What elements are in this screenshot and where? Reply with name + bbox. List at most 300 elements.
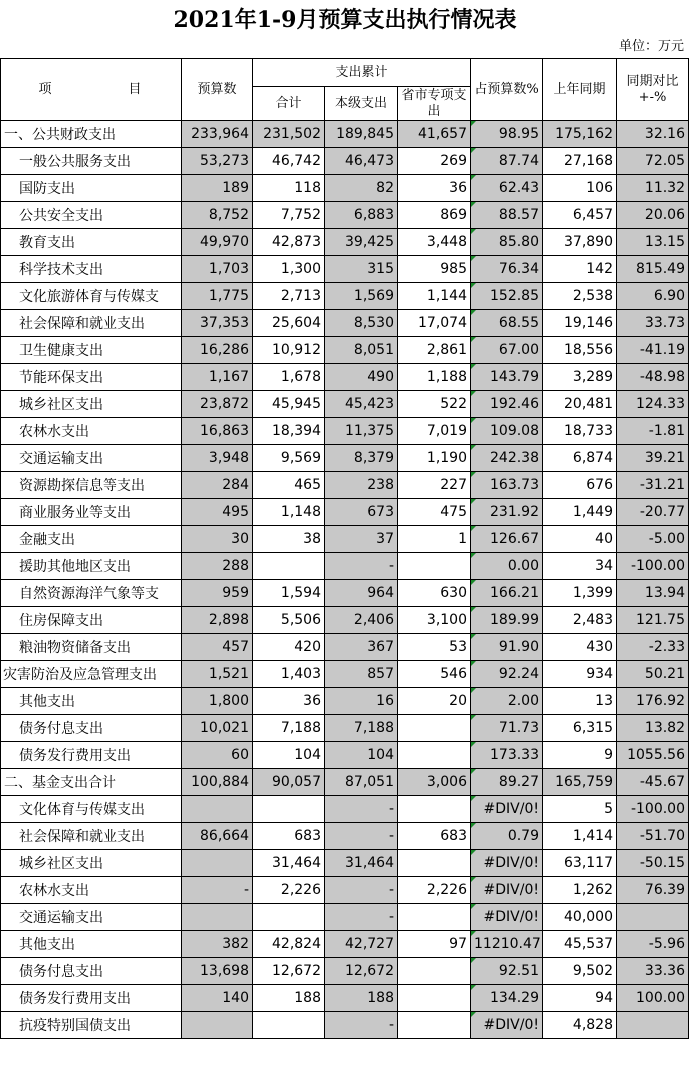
table-row bbox=[1, 607, 689, 634]
cell-budget: 2,898 bbox=[182, 607, 253, 634]
cell-total: 1,300 bbox=[253, 256, 325, 283]
table-row bbox=[1, 337, 689, 364]
cell-special bbox=[398, 553, 471, 580]
row-name: 住房保障支出 bbox=[1, 607, 182, 634]
cell-total: 1,148 bbox=[253, 499, 325, 526]
cell-budget: 16,286 bbox=[182, 337, 253, 364]
cell-local: 104 bbox=[325, 742, 398, 769]
cell-budget: 1,800 bbox=[182, 688, 253, 715]
cell-last: 45,537 bbox=[543, 931, 617, 958]
header-item: 项 目 bbox=[1, 59, 182, 121]
cell-local: 7,188 bbox=[325, 715, 398, 742]
cell-local: - bbox=[325, 904, 398, 931]
table-row bbox=[1, 634, 689, 661]
cell-yoy: 20.06 bbox=[617, 202, 689, 229]
cell-budget: 1,521 bbox=[182, 661, 253, 688]
cell-budget: 86,664 bbox=[182, 823, 253, 850]
cell-special: 3,006 bbox=[398, 769, 471, 796]
cell-yoy: 815.49 bbox=[617, 256, 689, 283]
cell-last: 4,828 bbox=[543, 1012, 617, 1039]
table-row bbox=[1, 202, 689, 229]
cell-special: 1,190 bbox=[398, 445, 471, 472]
table-row bbox=[1, 283, 689, 310]
cell-total: 12,672 bbox=[253, 958, 325, 985]
row-name: 援助其他地区支出 bbox=[1, 553, 182, 580]
cell-budget: 495 bbox=[182, 499, 253, 526]
cell-budget: 959 bbox=[182, 580, 253, 607]
table-row bbox=[1, 445, 689, 472]
cell-yoy: 176.92 bbox=[617, 688, 689, 715]
cell-total: 2,713 bbox=[253, 283, 325, 310]
table-row bbox=[1, 256, 689, 283]
cell-pct: 192.46 bbox=[471, 391, 543, 418]
cell-pct: 173.33 bbox=[471, 742, 543, 769]
cell-last: 9 bbox=[543, 742, 617, 769]
cell-local: 16 bbox=[325, 688, 398, 715]
cell-local: - bbox=[325, 1012, 398, 1039]
cell-last: 27,168 bbox=[543, 148, 617, 175]
cell-last: 37,890 bbox=[543, 229, 617, 256]
cell-total: 90,057 bbox=[253, 769, 325, 796]
cell-budget bbox=[182, 796, 253, 823]
row-name: 商业服务业等支出 bbox=[1, 499, 182, 526]
cell-pct: 126.67 bbox=[471, 526, 543, 553]
cell-local: - bbox=[325, 553, 398, 580]
cell-special: 2,226 bbox=[398, 877, 471, 904]
row-name: 科学技术支出 bbox=[1, 256, 182, 283]
cell-total: 188 bbox=[253, 985, 325, 1012]
cell-yoy: -5.96 bbox=[617, 931, 689, 958]
cell-special: 1 bbox=[398, 526, 471, 553]
row-name: 交通运输支出 bbox=[1, 904, 182, 931]
table-row bbox=[1, 715, 689, 742]
cell-local: 490 bbox=[325, 364, 398, 391]
cell-yoy: -20.77 bbox=[617, 499, 689, 526]
table-row bbox=[1, 418, 689, 445]
cell-special bbox=[398, 796, 471, 823]
cell-yoy: 1055.56 bbox=[617, 742, 689, 769]
cell-budget: 140 bbox=[182, 985, 253, 1012]
cell-special: 3,100 bbox=[398, 607, 471, 634]
cell-special: 869 bbox=[398, 202, 471, 229]
cell-last: 6,315 bbox=[543, 715, 617, 742]
row-name: 资源勘探信息等支出 bbox=[1, 472, 182, 499]
cell-budget: 1,167 bbox=[182, 364, 253, 391]
cell-total: 5,506 bbox=[253, 607, 325, 634]
row-name: 城乡社区支出 bbox=[1, 391, 182, 418]
table-row bbox=[1, 796, 689, 823]
cell-local: 857 bbox=[325, 661, 398, 688]
cell-special bbox=[398, 742, 471, 769]
cell-special: 522 bbox=[398, 391, 471, 418]
cell-last: 175,162 bbox=[543, 121, 617, 148]
cell-yoy: -50.15 bbox=[617, 850, 689, 877]
cell-pct: 62.43 bbox=[471, 175, 543, 202]
cell-special: 97 bbox=[398, 931, 471, 958]
cell-pct: 242.38 bbox=[471, 445, 543, 472]
cell-total bbox=[253, 904, 325, 931]
cell-total: 1,678 bbox=[253, 364, 325, 391]
row-name: 农林水支出 bbox=[1, 877, 182, 904]
cell-yoy: 13.15 bbox=[617, 229, 689, 256]
cell-yoy: 39.21 bbox=[617, 445, 689, 472]
cell-last: 165,759 bbox=[543, 769, 617, 796]
cell-last: 3,289 bbox=[543, 364, 617, 391]
table-row bbox=[1, 688, 689, 715]
cell-special: 41,657 bbox=[398, 121, 471, 148]
budget-table bbox=[0, 58, 689, 1039]
cell-yoy: -45.67 bbox=[617, 769, 689, 796]
table-row bbox=[1, 148, 689, 175]
cell-budget: 100,884 bbox=[182, 769, 253, 796]
cell-total: 231,502 bbox=[253, 121, 325, 148]
table-row bbox=[1, 121, 689, 148]
table-row bbox=[1, 931, 689, 958]
row-name: 灾害防治及应急管理支出 bbox=[1, 661, 182, 688]
cell-yoy: 32.16 bbox=[617, 121, 689, 148]
cell-budget: 49,970 bbox=[182, 229, 253, 256]
cell-pct: 231.92 bbox=[471, 499, 543, 526]
header-total: 合计 bbox=[253, 87, 325, 121]
row-name: 其他支出 bbox=[1, 931, 182, 958]
table-row bbox=[1, 904, 689, 931]
cell-yoy: -100.00 bbox=[617, 796, 689, 823]
table-row bbox=[1, 175, 689, 202]
cell-yoy: 100.00 bbox=[617, 985, 689, 1012]
cell-yoy: -48.98 bbox=[617, 364, 689, 391]
cell-local: 39,425 bbox=[325, 229, 398, 256]
table-row bbox=[1, 553, 689, 580]
cell-special bbox=[398, 1012, 471, 1039]
cell-total: 7,752 bbox=[253, 202, 325, 229]
cell-pct: 11210.47 bbox=[471, 931, 543, 958]
table-row bbox=[1, 877, 689, 904]
cell-special: 1,144 bbox=[398, 283, 471, 310]
table-row bbox=[1, 742, 689, 769]
cell-pct: 0.00 bbox=[471, 553, 543, 580]
cell-last: 1,449 bbox=[543, 499, 617, 526]
cell-pct: 166.21 bbox=[471, 580, 543, 607]
cell-total: 420 bbox=[253, 634, 325, 661]
header-budget: 预算数 bbox=[182, 59, 253, 121]
row-name: 卫生健康支出 bbox=[1, 337, 182, 364]
cell-last: 34 bbox=[543, 553, 617, 580]
cell-budget: 60 bbox=[182, 742, 253, 769]
cell-special: 2,861 bbox=[398, 337, 471, 364]
cell-special bbox=[398, 904, 471, 931]
cell-yoy: 50.21 bbox=[617, 661, 689, 688]
row-name: 自然资源海洋气象等支 bbox=[1, 580, 182, 607]
cell-special bbox=[398, 715, 471, 742]
cell-local: 188 bbox=[325, 985, 398, 1012]
cell-pct: 92.51 bbox=[471, 958, 543, 985]
header-special: 省市专项支出 bbox=[398, 87, 471, 121]
cell-local: 8,379 bbox=[325, 445, 398, 472]
row-name: 公共安全支出 bbox=[1, 202, 182, 229]
row-name: 金融支出 bbox=[1, 526, 182, 553]
row-name: 一般公共服务支出 bbox=[1, 148, 182, 175]
cell-total: 465 bbox=[253, 472, 325, 499]
cell-special: 3,448 bbox=[398, 229, 471, 256]
cell-special: 36 bbox=[398, 175, 471, 202]
row-name: 文化体育与传媒支出 bbox=[1, 796, 182, 823]
cell-pct: 143.79 bbox=[471, 364, 543, 391]
cell-total: 1,403 bbox=[253, 661, 325, 688]
cell-last: 1,262 bbox=[543, 877, 617, 904]
cell-yoy: -1.81 bbox=[617, 418, 689, 445]
cell-pct: 0.79 bbox=[471, 823, 543, 850]
cell-total: 42,873 bbox=[253, 229, 325, 256]
cell-pct: #DIV/0! bbox=[471, 850, 543, 877]
cell-last: 20,481 bbox=[543, 391, 617, 418]
cell-yoy: 72.05 bbox=[617, 148, 689, 175]
page-title: 2021年1-9月预算支出执行情况表 bbox=[173, 7, 517, 33]
cell-local: 673 bbox=[325, 499, 398, 526]
cell-budget: 16,863 bbox=[182, 418, 253, 445]
cell-yoy: 124.33 bbox=[617, 391, 689, 418]
cell-last: 6,457 bbox=[543, 202, 617, 229]
cell-pct: 87.74 bbox=[471, 148, 543, 175]
cell-local: 37 bbox=[325, 526, 398, 553]
cell-local: 315 bbox=[325, 256, 398, 283]
header-last-year: 上年同期 bbox=[543, 59, 617, 121]
cell-budget: 30 bbox=[182, 526, 253, 553]
cell-local: 42,727 bbox=[325, 931, 398, 958]
cell-special: 630 bbox=[398, 580, 471, 607]
cell-total: 42,824 bbox=[253, 931, 325, 958]
cell-local: 964 bbox=[325, 580, 398, 607]
cell-last: 2,538 bbox=[543, 283, 617, 310]
cell-total: 1,594 bbox=[253, 580, 325, 607]
cell-local: 189,845 bbox=[325, 121, 398, 148]
cell-last: 5 bbox=[543, 796, 617, 823]
row-name: 城乡社区支出 bbox=[1, 850, 182, 877]
row-name: 教育支出 bbox=[1, 229, 182, 256]
cell-last: 18,556 bbox=[543, 337, 617, 364]
cell-local: 11,375 bbox=[325, 418, 398, 445]
cell-yoy: -31.21 bbox=[617, 472, 689, 499]
table-row bbox=[1, 310, 689, 337]
cell-yoy: 11.32 bbox=[617, 175, 689, 202]
table-row bbox=[1, 526, 689, 553]
cell-pct: #DIV/0! bbox=[471, 877, 543, 904]
table-row bbox=[1, 472, 689, 499]
cell-pct: 76.34 bbox=[471, 256, 543, 283]
cell-special: 269 bbox=[398, 148, 471, 175]
cell-special: 1,188 bbox=[398, 364, 471, 391]
cell-pct: 68.55 bbox=[471, 310, 543, 337]
cell-pct: #DIV/0! bbox=[471, 904, 543, 931]
cell-total: 104 bbox=[253, 742, 325, 769]
cell-special bbox=[398, 985, 471, 1012]
cell-local: - bbox=[325, 796, 398, 823]
cell-budget: 53,273 bbox=[182, 148, 253, 175]
cell-local: 238 bbox=[325, 472, 398, 499]
row-name: 国防支出 bbox=[1, 175, 182, 202]
cell-local: 1,569 bbox=[325, 283, 398, 310]
cell-last: 13 bbox=[543, 688, 617, 715]
table-row bbox=[1, 580, 689, 607]
cell-yoy: 33.36 bbox=[617, 958, 689, 985]
header-pct: 占预算数% bbox=[471, 59, 543, 121]
cell-budget bbox=[182, 850, 253, 877]
cell-local: 8,530 bbox=[325, 310, 398, 337]
table-row bbox=[1, 499, 689, 526]
cell-pct: 134.29 bbox=[471, 985, 543, 1012]
cell-yoy: 13.94 bbox=[617, 580, 689, 607]
cell-budget: - bbox=[182, 877, 253, 904]
table-row bbox=[1, 391, 689, 418]
cell-pct: 85.80 bbox=[471, 229, 543, 256]
table-row bbox=[1, 985, 689, 1012]
row-name: 节能环保支出 bbox=[1, 364, 182, 391]
table-row bbox=[1, 229, 689, 256]
cell-yoy: 76.39 bbox=[617, 877, 689, 904]
unit-label: 单位：万元 bbox=[618, 39, 684, 54]
cell-local: 82 bbox=[325, 175, 398, 202]
header-yoy: 同期对比+-% bbox=[617, 59, 689, 121]
cell-pct: 189.99 bbox=[471, 607, 543, 634]
cell-total: 10,912 bbox=[253, 337, 325, 364]
cell-yoy: 33.73 bbox=[617, 310, 689, 337]
cell-pct: 109.08 bbox=[471, 418, 543, 445]
cell-budget: 284 bbox=[182, 472, 253, 499]
cell-yoy bbox=[617, 1012, 689, 1039]
row-name: 抗疫特别国债支出 bbox=[1, 1012, 182, 1039]
cell-yoy: -41.19 bbox=[617, 337, 689, 364]
cell-pct: 2.00 bbox=[471, 688, 543, 715]
cell-last: 1,414 bbox=[543, 823, 617, 850]
cell-yoy: -100.00 bbox=[617, 553, 689, 580]
cell-last: 142 bbox=[543, 256, 617, 283]
cell-total bbox=[253, 796, 325, 823]
cell-total: 7,188 bbox=[253, 715, 325, 742]
cell-special: 546 bbox=[398, 661, 471, 688]
cell-yoy: 121.75 bbox=[617, 607, 689, 634]
cell-local: 6,883 bbox=[325, 202, 398, 229]
cell-last: 1,399 bbox=[543, 580, 617, 607]
cell-last: 18,733 bbox=[543, 418, 617, 445]
cell-special: 227 bbox=[398, 472, 471, 499]
cell-budget: 37,353 bbox=[182, 310, 253, 337]
cell-budget: 1,775 bbox=[182, 283, 253, 310]
row-name: 粮油物资储备支出 bbox=[1, 634, 182, 661]
cell-total: 9,569 bbox=[253, 445, 325, 472]
row-name: 债务付息支出 bbox=[1, 715, 182, 742]
cell-last: 19,146 bbox=[543, 310, 617, 337]
cell-last: 40,000 bbox=[543, 904, 617, 931]
cell-budget: 233,964 bbox=[182, 121, 253, 148]
cell-local: 12,672 bbox=[325, 958, 398, 985]
row-name: 文化旅游体育与传媒支 bbox=[1, 283, 182, 310]
cell-last: 9,502 bbox=[543, 958, 617, 985]
cell-total: 683 bbox=[253, 823, 325, 850]
cell-last: 40 bbox=[543, 526, 617, 553]
cell-last: 2,483 bbox=[543, 607, 617, 634]
cell-budget: 23,872 bbox=[182, 391, 253, 418]
cell-yoy: 6.90 bbox=[617, 283, 689, 310]
cell-local: - bbox=[325, 877, 398, 904]
cell-total: 118 bbox=[253, 175, 325, 202]
cell-last: 6,874 bbox=[543, 445, 617, 472]
cell-total: 25,604 bbox=[253, 310, 325, 337]
cell-special: 20 bbox=[398, 688, 471, 715]
table-row bbox=[1, 364, 689, 391]
cell-local: 367 bbox=[325, 634, 398, 661]
table-row bbox=[1, 1012, 689, 1039]
cell-last: 63,117 bbox=[543, 850, 617, 877]
row-name: 社会保障和就业支出 bbox=[1, 823, 182, 850]
cell-pct: 163.73 bbox=[471, 472, 543, 499]
row-name: 二、基金支出合计 bbox=[1, 769, 182, 796]
row-name: 一、公共财政支出 bbox=[1, 121, 182, 148]
cell-budget: 10,021 bbox=[182, 715, 253, 742]
cell-local: 45,423 bbox=[325, 391, 398, 418]
cell-special: 683 bbox=[398, 823, 471, 850]
cell-special: 985 bbox=[398, 256, 471, 283]
row-name: 债务发行费用支出 bbox=[1, 742, 182, 769]
cell-budget: 3,948 bbox=[182, 445, 253, 472]
header-local: 本级支出 bbox=[325, 87, 398, 121]
table-row bbox=[1, 769, 689, 796]
cell-budget: 288 bbox=[182, 553, 253, 580]
table-row bbox=[1, 823, 689, 850]
cell-total bbox=[253, 1012, 325, 1039]
cell-pct: 98.95 bbox=[471, 121, 543, 148]
cell-budget: 189 bbox=[182, 175, 253, 202]
cell-last: 94 bbox=[543, 985, 617, 1012]
row-name: 农林水支出 bbox=[1, 418, 182, 445]
row-name: 社会保障和就业支出 bbox=[1, 310, 182, 337]
cell-total: 31,464 bbox=[253, 850, 325, 877]
cell-yoy: -51.70 bbox=[617, 823, 689, 850]
cell-pct: 88.57 bbox=[471, 202, 543, 229]
cell-special: 7,019 bbox=[398, 418, 471, 445]
cell-pct: 91.90 bbox=[471, 634, 543, 661]
cell-pct: 92.24 bbox=[471, 661, 543, 688]
row-name: 债务付息支出 bbox=[1, 958, 182, 985]
row-name: 债务发行费用支出 bbox=[1, 985, 182, 1012]
cell-last: 934 bbox=[543, 661, 617, 688]
cell-last: 676 bbox=[543, 472, 617, 499]
cell-last: 106 bbox=[543, 175, 617, 202]
cell-local: 8,051 bbox=[325, 337, 398, 364]
row-name: 其他支出 bbox=[1, 688, 182, 715]
cell-total: 36 bbox=[253, 688, 325, 715]
table-row bbox=[1, 661, 689, 688]
cell-budget: 1,703 bbox=[182, 256, 253, 283]
cell-budget bbox=[182, 1012, 253, 1039]
cell-total bbox=[253, 553, 325, 580]
cell-special bbox=[398, 958, 471, 985]
cell-pct: #DIV/0! bbox=[471, 1012, 543, 1039]
cell-budget: 457 bbox=[182, 634, 253, 661]
cell-last: 430 bbox=[543, 634, 617, 661]
cell-special: 17,074 bbox=[398, 310, 471, 337]
cell-pct: 89.27 bbox=[471, 769, 543, 796]
cell-budget: 382 bbox=[182, 931, 253, 958]
cell-total: 2,226 bbox=[253, 877, 325, 904]
cell-local: 31,464 bbox=[325, 850, 398, 877]
cell-local: 2,406 bbox=[325, 607, 398, 634]
cell-pct: 152.85 bbox=[471, 283, 543, 310]
cell-special bbox=[398, 850, 471, 877]
cell-yoy: -2.33 bbox=[617, 634, 689, 661]
cell-budget: 8,752 bbox=[182, 202, 253, 229]
cell-budget: 13,698 bbox=[182, 958, 253, 985]
cell-budget bbox=[182, 904, 253, 931]
cell-pct: 71.73 bbox=[471, 715, 543, 742]
